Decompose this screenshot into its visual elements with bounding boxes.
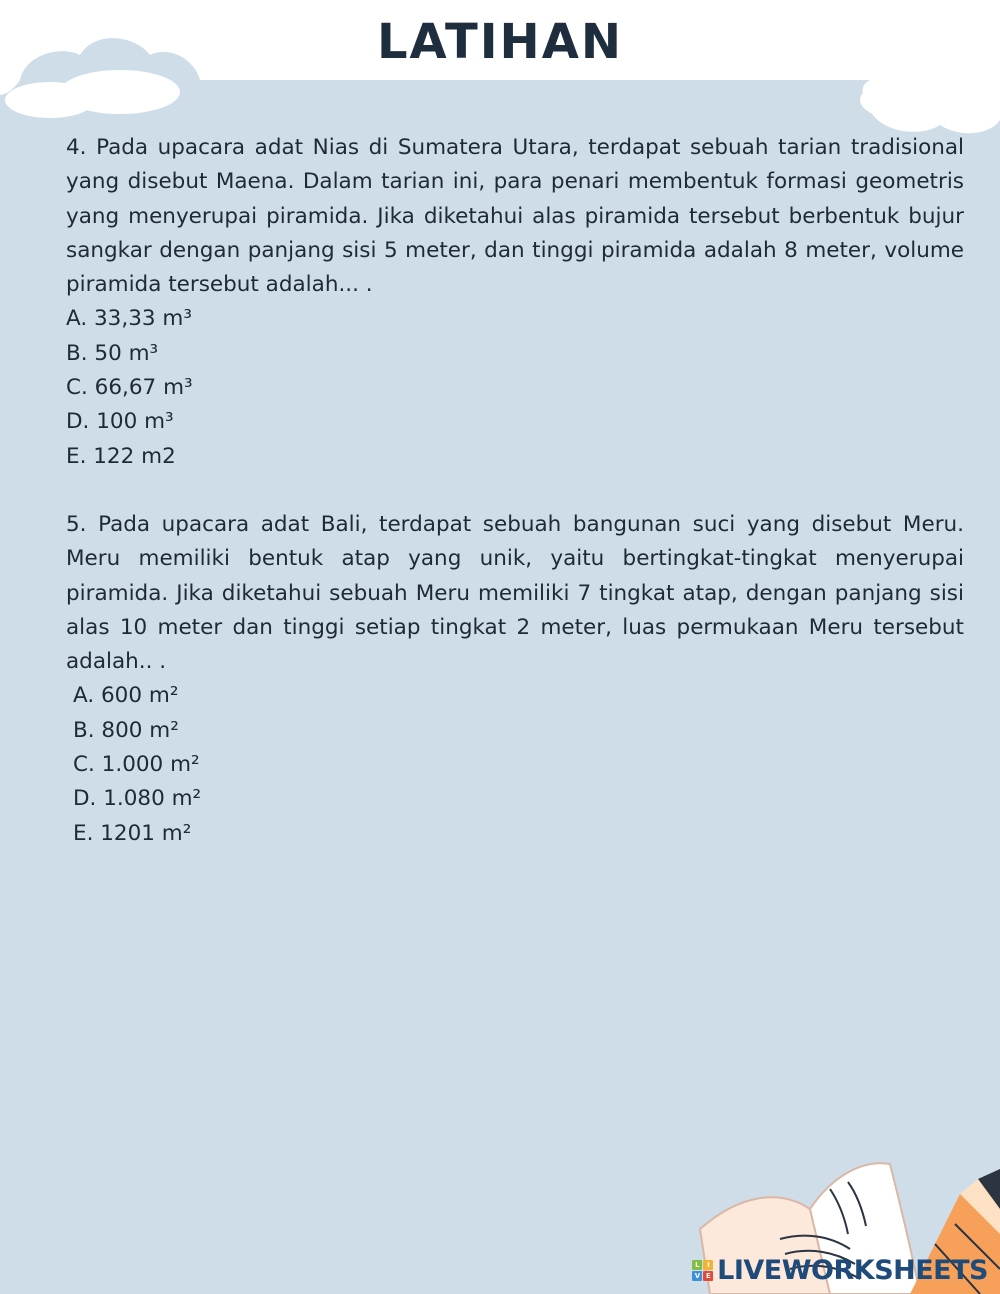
- option-e[interactable]: E. 122 m2: [66, 443, 176, 469]
- question-4: [66, 131, 964, 474]
- option-a[interactable]: A. 33,33 m³: [66, 306, 192, 332]
- option-a[interactable]: A. 600 m²: [73, 683, 179, 709]
- option-b[interactable]: B. 800 m²: [73, 717, 179, 743]
- option-d[interactable]: D. 1.080 m²: [73, 786, 202, 812]
- option-c[interactable]: C. 1.000 m²: [73, 752, 200, 778]
- liveworksheets-logo: [692, 1255, 988, 1286]
- logo-mark-icon: L I V E: [692, 1260, 713, 1281]
- question-text: 4. Pada upacara adat Nias di Sumatera Utara, terdapat sebuah tarian tradisional yang disebut Maena. Dalam tarian ini, para penari membentuk formasi geometris yang menyerupai piramida. Jika diketahui alas piramida tersebut berbentuk bujur sangkar dengan panjang sisi 5 meter, dan tinggi piramida adalah 8 meter, volume piramida tersebut adalah... .: [66, 135, 964, 298]
- option-c[interactable]: C. 66,67 m³: [66, 375, 193, 401]
- logo-text: LIVEWORKSHEETS: [717, 1255, 988, 1286]
- answer-options: [66, 302, 964, 473]
- option-b[interactable]: B. 50 m³: [66, 340, 159, 366]
- question-5: [66, 508, 964, 851]
- answer-options: [66, 679, 964, 850]
- option-e[interactable]: E. 1201 m²: [73, 820, 192, 846]
- question-text: 5. Pada upacara adat Bali, terdapat sebuah bangunan suci yang disebut Meru. Meru memiliki bentuk atap yang unik, yaitu bertingkat-tingkat menyerupai piramida. Jika diketahui sebuah Meru memiliki 7 tingkat atap, dengan panjang sisi alas 10 meter dan tinggi setiap tingkat 2 meter, luas permukaan Meru tersebut adalah.. .: [66, 512, 964, 675]
- option-d[interactable]: D. 100 m³: [66, 409, 174, 435]
- page-title: LATIHAN: [376, 14, 624, 70]
